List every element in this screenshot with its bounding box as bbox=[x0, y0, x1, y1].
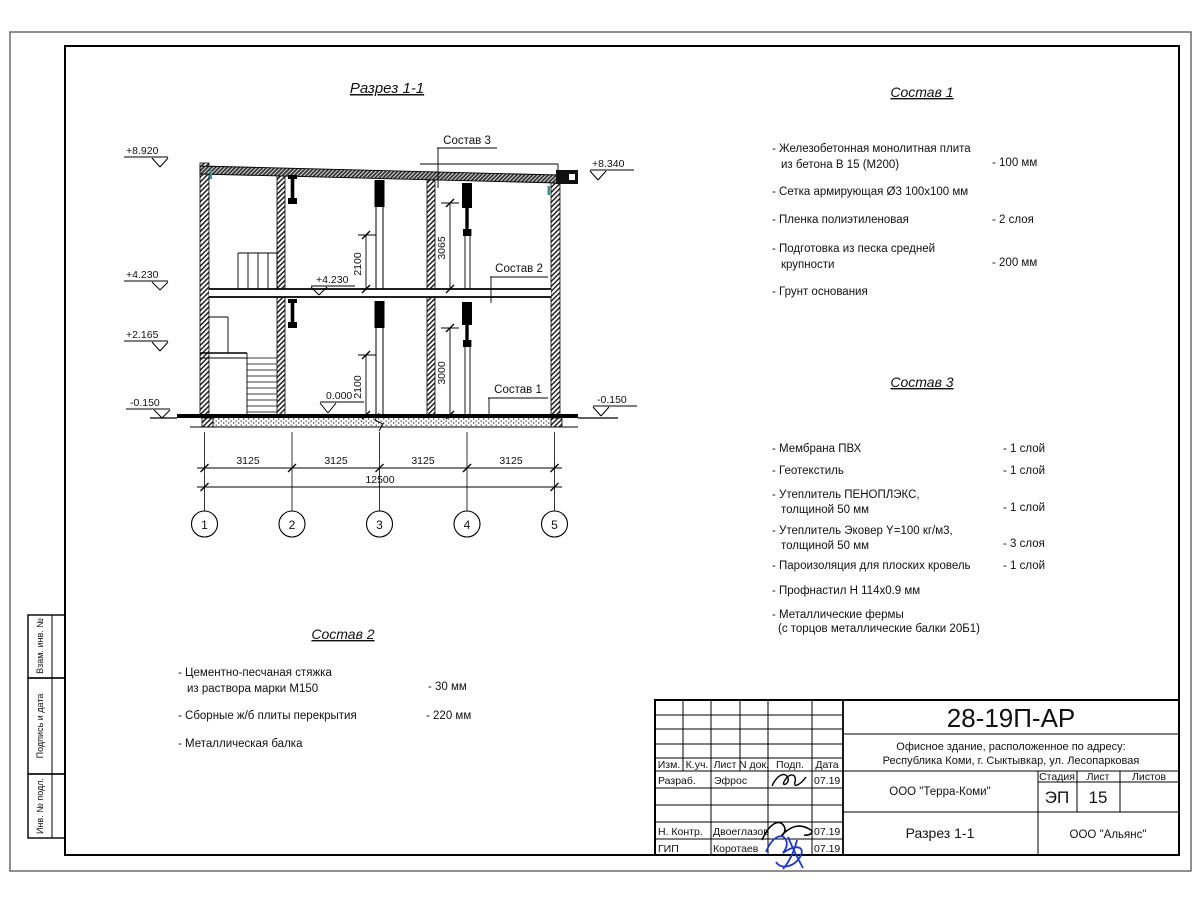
stamp-name-1: Эфрос bbox=[714, 775, 748, 787]
list-item: - Пленка полиэтиленовая bbox=[772, 214, 909, 226]
axis-5: 5 bbox=[551, 518, 558, 532]
elev-4230-inner: +4.230 bbox=[316, 274, 349, 286]
stamp-role-1: Разраб. bbox=[658, 775, 696, 787]
list-item: (с торцов металлические балки 20Б1) bbox=[778, 623, 980, 635]
stamp-role-2: Н. Контр. bbox=[658, 826, 703, 838]
list-item: - Железобетонная монолитная плита bbox=[772, 143, 971, 155]
stamp-sheet-label: Лист bbox=[1086, 771, 1110, 783]
stamp-name-2: Двоеглазов bbox=[713, 826, 769, 838]
stamp-address-1: Офисное здание, расположенное по адресу: bbox=[896, 741, 1126, 753]
vertical-dims bbox=[358, 199, 459, 419]
list-value: - 2 слоя bbox=[992, 214, 1034, 226]
staircase bbox=[200, 253, 277, 415]
sostav3-title: Состав 3 bbox=[890, 374, 954, 390]
stamp-name-3: Коротаев bbox=[713, 843, 759, 855]
list-item: - Сборные ж/б плиты перекрытия bbox=[178, 710, 357, 722]
list-item: - Подготовка из песка средней bbox=[772, 243, 936, 255]
list-item: - Геотекстиль bbox=[772, 465, 844, 477]
list-value: - 1 слой bbox=[1003, 443, 1046, 455]
stamp-col-podp: Подп. bbox=[776, 759, 804, 771]
list-item: - Металлическая балка bbox=[178, 738, 303, 750]
list-item: - Мембрана ПВХ bbox=[772, 443, 862, 455]
axis-4: 4 bbox=[463, 518, 471, 532]
stamp-sheets-label: Листов bbox=[1131, 771, 1167, 783]
leader-label-sostav1: Состав 1 bbox=[494, 384, 542, 396]
elev-m150-right: -0.150 bbox=[597, 394, 627, 406]
list-value: - 100 мм bbox=[992, 157, 1038, 169]
list-value: - 220 мм bbox=[426, 710, 472, 722]
ground-slab bbox=[150, 413, 618, 431]
elev-8920: +8.920 bbox=[126, 145, 159, 157]
list-item: - Пароизоляция для плоских кровель bbox=[772, 560, 971, 572]
dim-total: 12500 bbox=[365, 474, 395, 486]
list-item: - Металлические фермы bbox=[772, 609, 904, 621]
axis-3: 3 bbox=[376, 518, 383, 532]
list-item: из раствора марки М150 bbox=[187, 683, 319, 695]
margin-label-vzam: Взам. инв. № bbox=[35, 618, 45, 674]
margin-label-podpis: Подпись и дата bbox=[35, 693, 45, 759]
stamp-org: ООО "Терра-Коми" bbox=[889, 786, 991, 798]
stamp-col-list: Лист bbox=[713, 759, 737, 771]
stamp-col-data: Дата bbox=[815, 759, 839, 771]
dim-bay-3: 3125 bbox=[411, 455, 435, 467]
list-item: - Цементно-песчаная стяжка bbox=[178, 667, 332, 679]
floor-slab bbox=[209, 289, 551, 297]
stamp-col-izm: Изм. bbox=[657, 759, 681, 771]
list-item: толщиной 50 мм bbox=[781, 540, 870, 552]
stamp-contractor: ООО "Альянс" bbox=[1069, 829, 1147, 841]
margin-label-inv: Инв. № подл. bbox=[35, 777, 45, 835]
list-item: из бетона В 15 (М200) bbox=[781, 159, 900, 171]
stamp-role-3: ГИП bbox=[658, 843, 679, 855]
axis-bubbles bbox=[192, 511, 568, 537]
list-value: - 30 мм bbox=[428, 681, 467, 693]
stamp-stage-label: Стадия bbox=[1039, 771, 1075, 783]
sostav1-block bbox=[772, 84, 1037, 298]
dim-3065: 3065 bbox=[436, 236, 448, 260]
list-item: толщиной 50 мм bbox=[781, 504, 870, 516]
stamp-col-kuch: К.уч. bbox=[685, 759, 709, 771]
list-value: - 3 слоя bbox=[1003, 538, 1045, 550]
section-drawing bbox=[124, 135, 637, 537]
dim-bay-2: 3125 bbox=[324, 455, 348, 467]
sostav1-title: Состав 1 bbox=[890, 84, 954, 100]
dim-bay-4: 3125 bbox=[499, 455, 523, 467]
elev-8340: +8.340 bbox=[592, 158, 625, 170]
stamp-date-1: 07.19 bbox=[814, 775, 841, 787]
leader-label-sostav3: Состав 3 bbox=[443, 135, 491, 147]
stamp-stage-value: ЭП bbox=[1044, 788, 1070, 807]
elev-0000: 0.000 bbox=[326, 390, 353, 402]
bottom-dims bbox=[197, 432, 562, 511]
list-item: - Грунт основания bbox=[772, 286, 868, 298]
stamp-address-2: Республика Коми, г. Сыктывкар, ул. Лесопарковая bbox=[882, 755, 1140, 767]
list-value: - 1 слой bbox=[1003, 502, 1046, 514]
stamp-date-2: 07.19 bbox=[814, 826, 841, 838]
list-item: крупности bbox=[781, 259, 835, 271]
sostav2-block bbox=[178, 626, 471, 750]
elev-m150-left: -0.150 bbox=[130, 397, 160, 409]
axis-2: 2 bbox=[288, 518, 296, 532]
list-value: - 1 слой bbox=[1003, 465, 1046, 477]
sostav2-title: Состав 2 bbox=[311, 626, 375, 642]
dim-2100-lower: 2100 bbox=[352, 375, 364, 399]
elev-2165: +2.165 bbox=[126, 329, 159, 341]
dim-bay-1: 3125 bbox=[236, 455, 260, 467]
list-item: - Утеплитель ПЕНОПЛЭКС, bbox=[772, 489, 920, 501]
list-value: - 200 мм bbox=[992, 257, 1038, 269]
stamp-doc-number: 28-19П-АР bbox=[946, 703, 1076, 733]
stamp-section-title: Разрез 1-1 bbox=[905, 825, 975, 841]
sostav3-block bbox=[772, 374, 1045, 635]
list-item: - Сетка армирующая Ø3 100х100 мм bbox=[772, 186, 969, 198]
title-block bbox=[655, 700, 1179, 869]
dim-3000: 3000 bbox=[436, 361, 448, 385]
leader-label-sostav2: Состав 2 bbox=[495, 263, 543, 275]
axis-1: 1 bbox=[201, 518, 208, 532]
elev-4230-left: +4.230 bbox=[126, 269, 159, 281]
roof bbox=[200, 166, 578, 195]
section-title: Разрез 1-1 bbox=[349, 80, 425, 97]
stamp-date-3: 07.19 bbox=[814, 843, 841, 855]
list-item: - Утеплитель Эковер Y=100 кг/м3, bbox=[772, 525, 953, 537]
stamp-col-ndok: N док. bbox=[739, 759, 769, 771]
list-item: - Профнастил Н 114х0.9 мм bbox=[772, 585, 921, 597]
stamp-sheet-value: 15 bbox=[1088, 788, 1108, 807]
margin-stamp-column bbox=[28, 615, 65, 838]
dim-2100-upper: 2100 bbox=[352, 252, 364, 276]
list-value: - 1 слой bbox=[1003, 560, 1046, 572]
